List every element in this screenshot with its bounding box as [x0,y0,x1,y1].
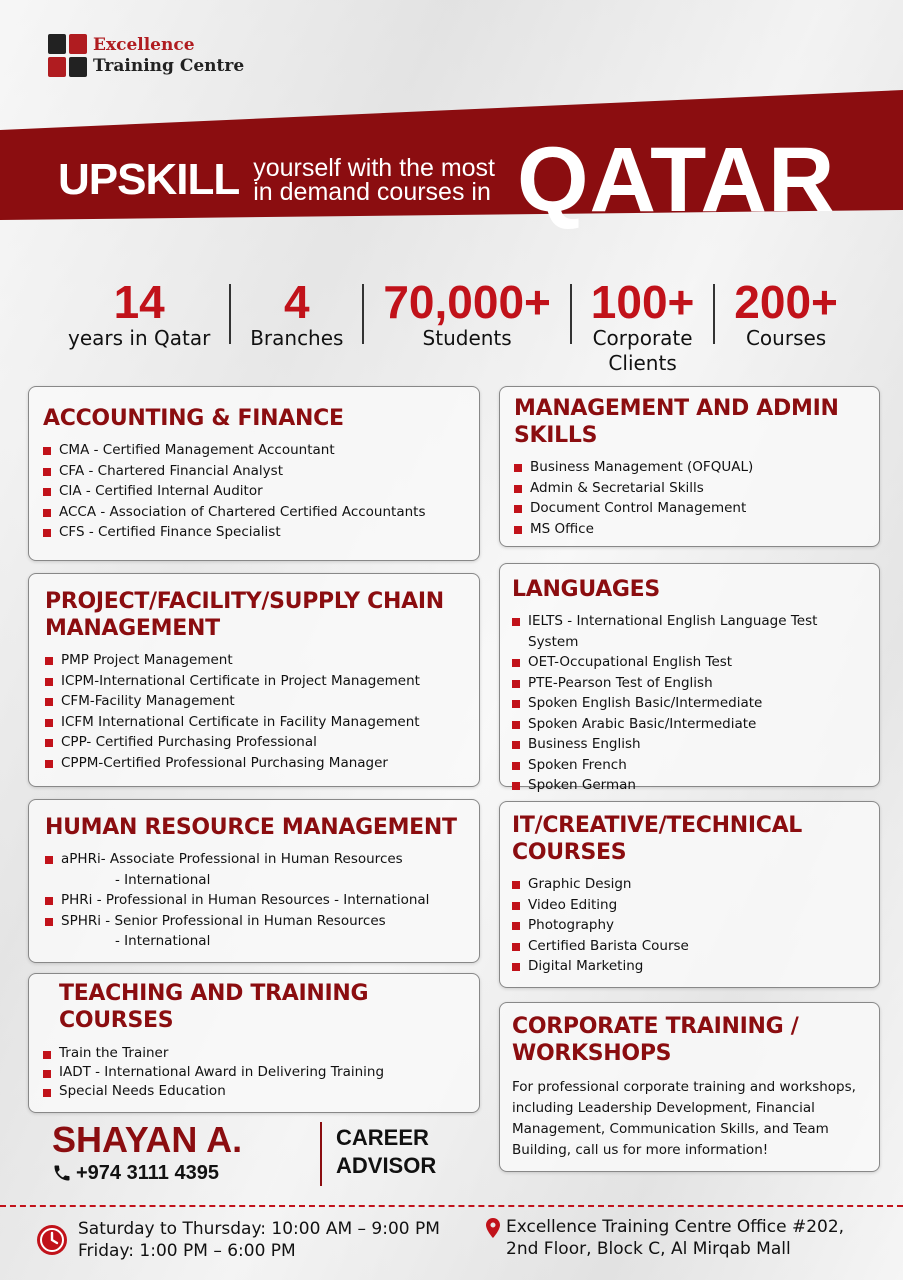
phone-icon [52,1163,72,1183]
list-item: OET-Occupational English Test [512,652,871,673]
list-item: Document Control Management [514,498,867,519]
card-project [28,573,480,787]
brand-line2: Training Centre [93,55,245,76]
stat-students: 70,000+ Students [383,276,551,350]
list-item: IADT - International Award in Delivering Training [43,1063,467,1082]
list-item: ICFM International Certificate in Facility Management [45,712,465,733]
list-item: Spoken French [512,755,871,776]
advisor-divider [320,1122,322,1186]
headline [58,125,878,235]
list-item: PMP Project Management [45,650,465,671]
list-item: CFM-Facility Management [45,691,465,712]
stat-divider [362,284,364,344]
advisor-name: SHAYAN A. [52,1119,243,1160]
address [486,1216,844,1260]
list-item: ICPM-International Certificate in Project Management [45,671,465,692]
corporate-description: For professional corporate training and workshops, including Leadership Development, Financial Management, Communication Skills, and Team Building, call us for more information! [512,1079,856,1158]
stat-courses: 200+ Courses [734,276,838,350]
list-item: Graphic Design [512,874,869,895]
card-title: HUMAN RESOURCE MANAGEMENT [45,815,457,840]
card-title: TEACHING AND TRAINING COURSES [59,981,369,1033]
card-it [499,801,880,988]
stat-branches: 4 Branches [250,276,344,350]
card-accounting [28,386,480,561]
list-item: Certified Barista Course [512,936,869,957]
list-item: ACCA - Association of Chartered Certified Accountants [43,502,465,523]
card-corporate [499,1002,880,1172]
list-item: Spoken Arabic Basic/Intermediate [512,714,871,735]
logo-mark [48,34,87,77]
stat-years: 14 years in Qatar [68,276,211,350]
stat-divider [570,284,572,344]
logo-text [93,35,244,77]
stat-divider [713,284,715,344]
address-line1: Excellence Training Centre Office #202, [506,1217,845,1237]
advisor-role: CAREER ADVISOR [336,1125,437,1178]
list-item: Special Needs Education [43,1082,467,1101]
card-languages [499,563,880,793]
card-management [499,386,880,547]
card-hr [28,799,480,963]
headline-subtext: yourself with the most in demand courses in [253,154,495,206]
list-item: Business English [512,734,871,755]
card-title: IT/CREATIVE/TECHNICAL COURSES [512,813,803,865]
list-item: Digital Marketing [512,956,869,977]
list-item: PHRi - Professional in Human Resources - International [45,890,467,911]
headline-upskill: UPSKILL [58,155,240,204]
card-title: LANGUAGES [512,577,660,602]
hours-weekdays: Saturday to Thursday: 10:00 AM – 9:00 PM [78,1219,440,1239]
career-advisor [52,1120,452,1190]
card-title: CORPORATE TRAINING / WORKSHOPS [512,1014,799,1066]
list-item: Admin & Secretarial Skills [514,478,867,499]
headline-country: QATAR [517,128,836,231]
list-item: Business Management (OFQUAL) [514,457,867,478]
list-item: CPPM-Certified Professional Purchasing Manager [45,753,465,774]
list-item: Photography [512,915,869,936]
list-item: IELTS - International English Language Test System [512,611,871,652]
list-item: aPHRi- Associate Professional in Human Resources - International [45,849,467,890]
brand-line1: Excellence [93,34,195,55]
stat-divider [229,284,231,344]
list-item: MS Office [514,519,867,540]
list-item: CIA - Certified Internal Auditor [43,481,465,502]
stats-row [58,278,848,376]
card-teaching [28,973,480,1113]
opening-hours [36,1218,440,1262]
advisor-phone[interactable]: +974 3111 4395 [52,1160,452,1186]
list-item: CMA - Certified Management Accountant [43,440,465,461]
location-pin-icon [486,1218,500,1238]
list-item: Train the Trainer [43,1044,467,1063]
list-item: Spoken English Basic/Intermediate [512,693,871,714]
address-line2: 2nd Floor, Block C, Al Mirqab Mall [506,1239,791,1259]
brand-logo [48,34,244,77]
card-title: PROJECT/FACILITY/SUPPLY CHAIN MANAGEMENT [45,589,444,641]
clock-icon [36,1224,68,1256]
card-title: MANAGEMENT AND ADMIN SKILLS [514,396,839,448]
list-item: CPP- Certified Purchasing Professional [45,732,465,753]
list-item: SPHRi - Senior Professional in Human Resources - International [45,911,467,952]
list-item: PTE-Pearson Test of English [512,673,871,694]
list-item: Spoken German [512,775,871,796]
list-item: CFS - Certified Finance Specialist [43,522,465,543]
list-item: Video Editing [512,895,869,916]
list-item: CFA - Chartered Financial Analyst [43,461,465,482]
stat-clients: 100+ Corporate Clients [590,276,695,375]
card-title: ACCOUNTING & FINANCE [43,406,344,431]
footer-divider [0,1205,903,1207]
hours-friday: Friday: 1:00 PM – 6:00 PM [78,1241,296,1261]
